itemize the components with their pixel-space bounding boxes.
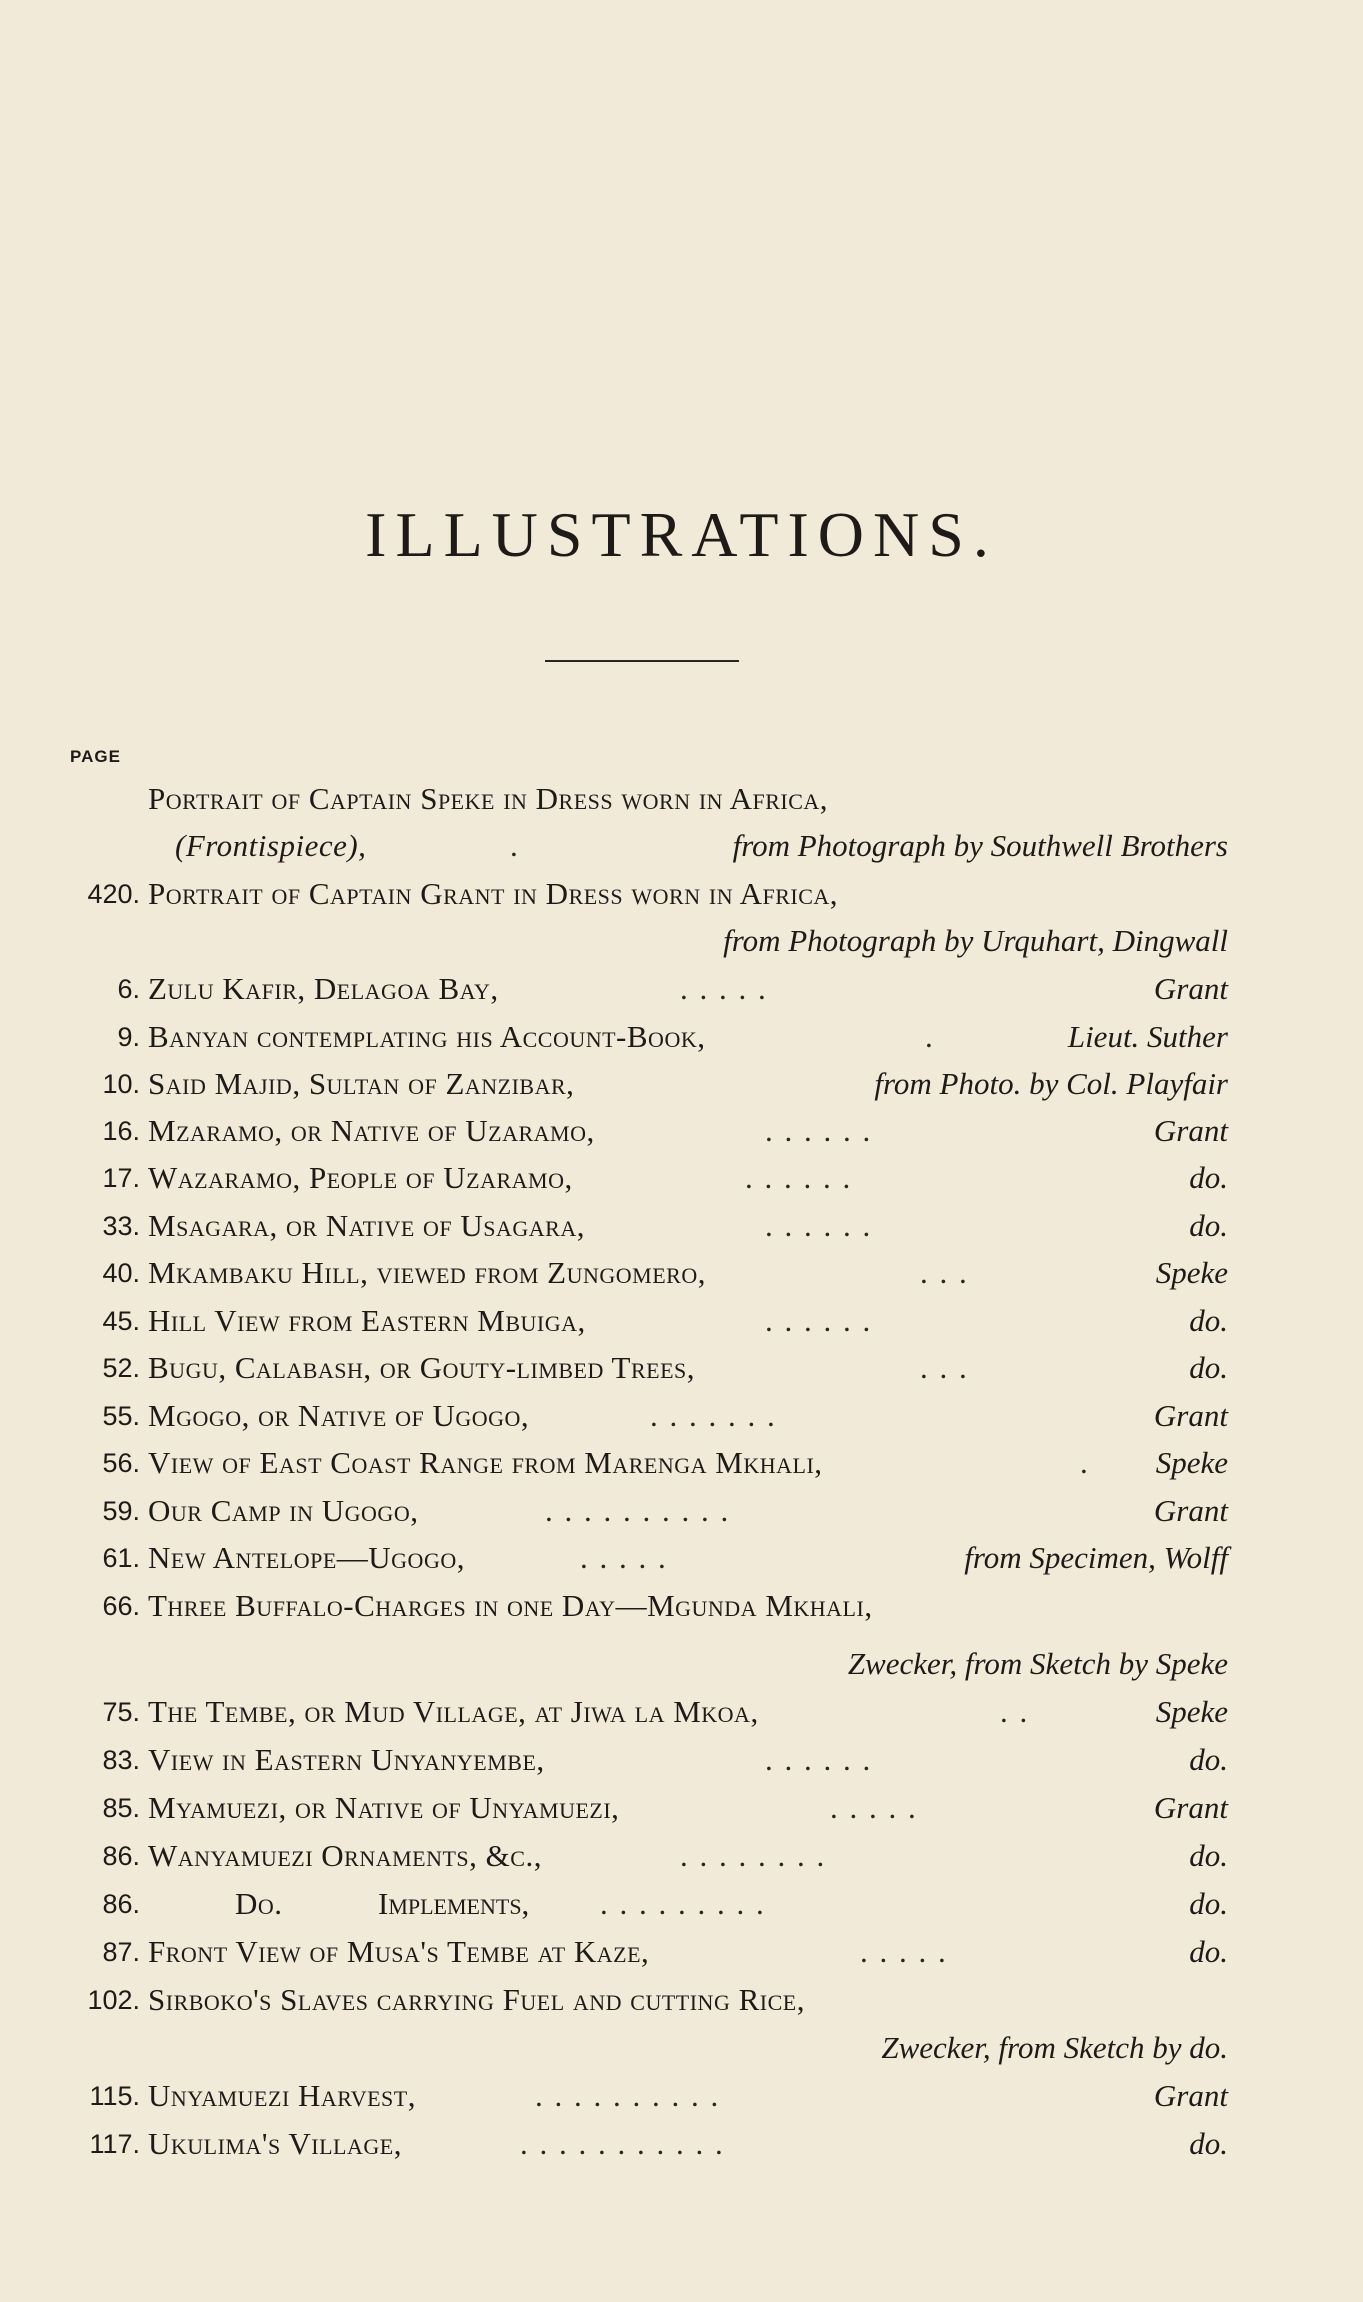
entry-title: Banyan contemplating his Account-Book, <box>148 1019 706 1054</box>
list-item <box>0 965 1363 1013</box>
list-item <box>0 1976 1363 2024</box>
entry-page: 55. <box>102 1401 140 1431</box>
entry-page: 420. <box>87 879 140 909</box>
list-item <box>0 1107 1363 1155</box>
list-item <box>0 1392 1363 1440</box>
list-item <box>0 1880 1363 1928</box>
entry-title: Bugu, Calabash, or Gouty-limbed Trees, <box>148 1350 696 1385</box>
entry-page: 66. <box>102 1591 140 1621</box>
entry-title: Ukulima's Village, <box>148 2126 402 2161</box>
entry-leader-dots: . . . . . . . . . . . <box>520 2126 725 2161</box>
entry-page: 86. <box>102 1889 140 1919</box>
list-item <box>0 1439 1363 1487</box>
page-column-label: PAGE <box>70 747 121 766</box>
entry-title: Mkambaku Hill, viewed from Zungomero, <box>148 1255 706 1290</box>
list-item <box>0 1784 1363 1832</box>
list-item <box>0 1582 1363 1630</box>
entry-leader-dots: . . . . . . <box>745 1160 853 1195</box>
page-title: ILLUSTRATIONS. <box>365 499 998 570</box>
list-item <box>0 870 1363 918</box>
entry-leader-dots: . . . . . . <box>765 1742 873 1777</box>
entry-title: Sirboko's Slaves carrying Fuel and cutting Rice, <box>148 1982 805 2017</box>
entry-source: Zwecker, from Sketch by Speke <box>847 1646 1228 1681</box>
list-item <box>0 2120 1363 2168</box>
entry-page: 33. <box>102 1211 140 1241</box>
entry-title: Zulu Kafir, Delagoa Bay, <box>148 971 499 1006</box>
entry-source: Grant <box>1153 1493 1228 1528</box>
list-item <box>0 1013 1363 1061</box>
list-item <box>0 1928 1363 1976</box>
entry-page: 86. <box>102 1841 140 1871</box>
list-item <box>0 1060 1363 1108</box>
entry-page: 83. <box>102 1745 140 1775</box>
entry-page: 115. <box>89 2081 140 2111</box>
entry-title: The Tembe, or Mud Village, at Jiwa la Mkoa, <box>148 1694 759 1729</box>
entry-source: do. <box>1189 1160 1228 1195</box>
list-item <box>0 1736 1363 1784</box>
entry-leader-dots: . . . . . . <box>765 1208 873 1243</box>
entry-source: Grant <box>1153 1790 1228 1825</box>
entry-title: Do. <box>235 1886 283 1921</box>
entry-title-continued: Implements, <box>378 1886 530 1921</box>
entry-title: Our Camp in Ugogo, <box>148 1493 419 1528</box>
list-item <box>0 1344 1363 1392</box>
entry-source: Grant <box>1153 1113 1228 1148</box>
entry-leader-dots: . <box>510 828 520 863</box>
list-item <box>0 1534 1363 1582</box>
title-divider <box>545 660 739 662</box>
entry-page: 59. <box>102 1496 140 1526</box>
entry-leader-dots: . . . . . <box>580 1540 668 1575</box>
entry-title: Front View of Musa's Tembe at Kaze, <box>148 1934 650 1969</box>
entry-page: 16. <box>102 1116 140 1146</box>
list-item <box>0 1297 1363 1345</box>
entry-source: Zwecker, from Sketch by do. <box>881 2030 1228 2065</box>
list-item <box>0 1640 1363 1688</box>
entry-page: 102. <box>87 1985 140 2015</box>
entry-source: do. <box>1189 1303 1228 1338</box>
entry-title: Myamuezi, or Native of Unyamuezi, <box>148 1790 620 1825</box>
entry-page: 40. <box>102 1258 140 1288</box>
list-item <box>0 1249 1363 1297</box>
entry-leader-dots: . . . <box>920 1255 969 1290</box>
entry-title: New Antelope—Ugogo, <box>148 1540 465 1575</box>
entry-page: 10. <box>102 1069 140 1099</box>
entry-source: do. <box>1189 1742 1228 1777</box>
entry-title: Unyamuezi Harvest, <box>148 2078 416 2113</box>
list-item <box>0 822 1363 870</box>
list-item <box>0 917 1363 965</box>
entry-leader-dots: . . . . . . . . . . <box>545 1493 731 1528</box>
entry-source: from Photograph by Urquhart, Dingwall <box>723 923 1228 958</box>
entry-source: from Photo. by Col. Playfair <box>874 1066 1228 1101</box>
entry-leader-dots: . . . . . . <box>765 1303 873 1338</box>
entry-leader-dots: . . . <box>920 1350 969 1385</box>
entry-source: do. <box>1189 1350 1228 1385</box>
entry-source: do. <box>1189 1886 1228 1921</box>
entry-title: View in Eastern Unyanyembe, <box>148 1742 545 1777</box>
entry-title: Wazaramo, People of Uzaramo, <box>148 1160 573 1195</box>
entry-source: Speke <box>1155 1445 1228 1480</box>
list-item <box>0 1154 1363 1202</box>
entry-source: do. <box>1189 1934 1228 1969</box>
entry-source: do. <box>1189 2126 1228 2161</box>
entry-title: Hill View from Eastern Mbuiga, <box>148 1303 586 1338</box>
entry-leader-dots: . . . . . . . . . <box>600 1886 766 1921</box>
entry-source: from Specimen, Wolff <box>964 1540 1228 1575</box>
entry-title: Wanyamuezi Ornaments, &c., <box>148 1838 542 1873</box>
entry-page: 45. <box>102 1306 140 1336</box>
entry-source: Speke <box>1155 1694 1228 1729</box>
list-item <box>0 1832 1363 1880</box>
list-item <box>0 775 1363 823</box>
entry-source: Grant <box>1153 1398 1228 1433</box>
entry-page: 87. <box>102 1937 140 1967</box>
entry-page: 6. <box>117 974 140 1004</box>
entry-title: Three Buffalo-Charges in one Day—Mgunda Mkhali, <box>148 1588 873 1623</box>
entry-leader-dots: . . . . . <box>830 1790 918 1825</box>
entry-source: Speke <box>1155 1255 1228 1290</box>
entry-source: do. <box>1189 1208 1228 1243</box>
entry-page: 17. <box>102 1163 140 1193</box>
entry-title: View of East Coast Range from Marenga Mkhali, <box>148 1445 823 1480</box>
entry-leader-dots: . <box>925 1019 935 1054</box>
entry-source: Grant <box>1153 2078 1228 2113</box>
entry-page: 85. <box>102 1793 140 1823</box>
entry-page: 61. <box>102 1543 140 1573</box>
list-item <box>0 1202 1363 1250</box>
list-item <box>0 1487 1363 1535</box>
entry-title: Portrait of Captain Grant in Dress worn in Africa, <box>148 876 839 911</box>
entry-leader-dots: . . . . . <box>860 1934 948 1969</box>
entry-source: do. <box>1189 1838 1228 1873</box>
entry-leader-dots: . . <box>1000 1694 1030 1729</box>
list-item <box>0 2072 1363 2120</box>
entry-page: 117. <box>89 2129 140 2159</box>
entry-page: 52. <box>102 1353 140 1383</box>
entry-leader-dots: . . . . . . . . . . <box>535 2078 721 2113</box>
list-item <box>0 1688 1363 1736</box>
entry-page: 9. <box>117 1022 140 1052</box>
entry-source: Lieut. Suther <box>1067 1019 1228 1054</box>
entry-leader-dots: . . . . . . . <box>650 1398 777 1433</box>
entry-page: 75. <box>102 1697 140 1727</box>
entry-leader-dots: . <box>1080 1445 1090 1480</box>
entry-page: 56. <box>102 1448 140 1478</box>
entry-leader-dots: . . . . . . <box>765 1113 873 1148</box>
entry-leader-dots: . . . . . <box>680 971 768 1006</box>
entry-title: (Frontispiece), <box>175 828 367 863</box>
list-item <box>0 2024 1363 2072</box>
entry-source: Grant <box>1153 971 1228 1006</box>
entry-title: Mgogo, or Native of Ugogo, <box>148 1398 530 1433</box>
entry-title: Msagara, or Native of Usagara, <box>148 1208 585 1243</box>
entry-source: from Photograph by Southwell Brothers <box>732 828 1228 863</box>
entry-title: Mzaramo, or Native of Uzaramo, <box>148 1113 595 1148</box>
entry-leader-dots: . . . . . . . . <box>680 1838 827 1873</box>
entry-title: Said Majid, Sultan of Zanzibar, <box>148 1066 575 1101</box>
entry-title: Portrait of Captain Speke in Dress worn in Africa, <box>148 781 829 816</box>
